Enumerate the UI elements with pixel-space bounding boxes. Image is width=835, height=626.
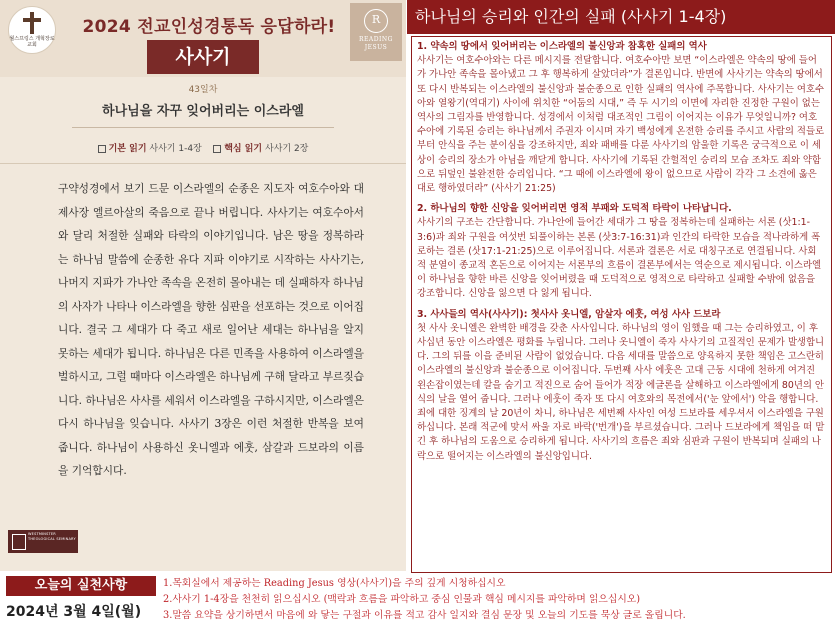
reading-jesus-logo — [350, 3, 402, 61]
practice-item: 3.말씀 요약을 상기하면서 마음에 와 닿는 구절과 이유를 적고 감사 일지와 결심 문장 및 오늘의 기도를 묵상 글로 올립니다. — [163, 610, 686, 621]
church-logo — [8, 6, 56, 54]
day-count: 43일차 — [188, 85, 218, 95]
basic-reading-label: 기본 읽기 — [108, 144, 147, 154]
summary-header: 하나님의 승리와 인간의 실패 (사사기 1-4장) — [407, 0, 835, 34]
practice-item: 2.사사기 1-4장을 천천히 읽으십시오 (맥락과 흐름을 파악하고 중심 인물과 핵심 메시지를 파악하며 읽으십시오) — [163, 594, 641, 605]
practice-title-box — [6, 576, 156, 596]
divider — [72, 127, 334, 128]
seminary-logo — [8, 530, 78, 553]
section-body: 첫 사사 옷니엘은 완벽한 배경을 갖춘 사사입니다. 하나님의 영이 임했을 때 그는 승리하였고, 이 후 사십년 동안 이스라엘은 평화를 누립니다. 그러나 옷니엘이 죽자 사사기의 고질적인 문제가 발생합니다. 그의 뒤를 이을 준비된 사람이 없었습니다. 다음 세대를 말씀으로 양육하지 못한 책임은 고스란히 이스라엘의 불신앙과 불순종으로 이어집니다. 두번째 사사 에훗은 고대 근동 시대에 천하게 여겨진 왼손잡이였는데 칼을 숨기고 적진으로 숨어 들어가 적장 에글론을 살해하고 이스라엘에게 80년의 안식의 날을 열어 줍니다. 그러나 에훗이 죽자 또 다시 여호와의 목전에서('눈 앞에서') 악을 행합니다. 죄에 대한 징계의 날 20년이 차니, 하나님은 세번째 사사인 여성 드보라를 세우셔서 이스라엘을 구원하십니다. 본래 적군에 맞서 싸울 자로 바락('번개')을 부르셨습니다. 그러나 드보라에게 책임을 떠 맡긴 후 하나님의 도움으로 승리하게 됩니다. 사사기의 흐름은 죄와 심판과 구원이 반복되며 실패의 나락으로 떨어지는 이스라엘의 불신앙입니다. — [417, 322, 825, 462]
checkbox-icon — [98, 145, 106, 153]
section-heading: 1. 약속의 땅에서 잊어버리는 이스라엘의 불신앙과 참혹한 실패의 역사 — [417, 41, 707, 52]
practice-title: 오늘의 실천사항 — [34, 578, 128, 593]
section-heading: 2. 하나님의 향한 신앙을 잊어버리면 영적 부패와 도덕적 타락이 나타납니다. — [417, 203, 732, 215]
checkbox-icon — [213, 145, 221, 153]
section-heading: 3. 사사들의 역사(사사기): 첫사사 옷니엘, 암살자 에훗, 여성 사사 드보라 — [417, 308, 721, 320]
basic-reading-value: 사사기 1-4장 — [149, 144, 202, 154]
reading-assignment — [0, 141, 406, 154]
seminary-logo-text: WESTMINSTER THEOLOGICAL SEMINARY — [28, 532, 76, 541]
practice-date: 2024년 3월 4일(월) — [6, 604, 142, 620]
divider — [0, 163, 406, 164]
section-body: 사사기의 구조는 간단합니다. 가나안에 들어간 세대가 그 땅을 정복하는데 실패하는 서론 (삿1:1-3:6)과 죄와 구원을 여섯번 되풀이하는 본론 (삿3:7-16:31)과 인간의 타락한 모습을 적나라하게 폭로하는 결론 (삿17:1-21:25)으로 이루어집니다. 서론과 결론은 서로 대칭구조로 연결됩니다. 사회적 분열이 종교적 혼돈으로 이어지는 서론부의 흐름이 결론부에서는 역순으로 제시됩니다. 이스라엘이 하나님을 향한 바른 신앙을 잊어버렸을 때 도덕적으로 영적으로 타락하고 실패할 수밖에 없음을 강조합니다. 신앙을 잃으면 다 잃게 됩니다. — [417, 217, 822, 300]
summary-panel — [411, 36, 832, 573]
section-body: 사사기는 여호수아와는 다른 메시지를 전달합니다. 여호수아만 보면 “이스라엘은 약속의 땅에 들어가 가나안 족속을 몰아냈고 그 후 행복하게 살았더라”가 결론입니다. 반면에 사사기는 약속의 땅에서 또 다시 반복되는 이스라엘의 불신앙과 불순종으로 인한 실패의 역사에 주목합니다. 사사기는 여호수아와 열왕기(역대기) 사이에 위치한 “어둠의 시대,” 즉 두 시기의 이면에 자리한 진정한 구원이 없는 역사의 그림자를 반영합니다. 성경에서 이처럼 대조적인 그림이 이어지는 이유가 무엇일니까? 여호수아에 기록된 승리는 하나님께서 주권자 이시며 자기 백성에게 온전한 승리를 주시고 사람의 적들로부터 안식을 주는 분이심을 강조하지만, 죄와 패배를 다룬 사사기의 암울한 기록은 궁극적으로 이 세상이 승리의 장소가 아님을 깨닫게 합니다. 사사기에 기록된 간헐적인 승리의 모습 조차도 죄와 약함으로 뒤덮인 불완전한 승리입니다. “그 때에 이스라엘에 왕이 없으므로 사람이 각각 그 소견에 옳은대로 행하였더라” (사사기 21:25) — [417, 55, 825, 195]
summary-sections — [417, 40, 825, 470]
reading-jesus-emblem-icon: R — [364, 9, 388, 33]
summary-text: 구약성경에서 보기 드문 이스라엘의 순종은 지도자 여호수아와 대제사장 엘르아살의 죽음으로 끝나 버립니다. 사사기는 여호수아서와 달리 처절한 실패와 타락의 이야기입니다. 남은 땅을 정복하라는 하나님 말씀에 순종한 유다 지파 이야기로 시작하는 사사기는, 나머지 지파가 가나안 족속을 온전히 몰아내는 데 실패하자 하나님의 사자가 나타나 이스라엘을 향한 심판을 선포하는 것으로 이어집니다. 결국 그 세대가 다 죽고 새로 일어난 세대는 하나님을 알지 못하는 세대가 됩니다. 하나님은 다른 민족을 사용하여 이스라엘을 벌하시고, 그럴 때마다 이스라엘은 하나님께 구해 달라고 부르짖습니다. 하나님은 사사를 세워서 이스라엘을 구하시지만, 이스라엘은 다시 하나님을 잊습니다. 사사기 3장은 이런 처절한 반복을 보여 줍니다. 하나님이 사용하신 옷니엘과 에훗, 삼갈과 드보라의 이름을 기억합시다. — [58, 182, 364, 477]
cross-icon — [23, 12, 41, 34]
practice-list — [163, 576, 833, 624]
reading-jesus-logo-text: READING JESUS — [359, 36, 393, 51]
daily-reading-card — [0, 0, 406, 571]
core-reading-value: 사사기 2장 — [265, 144, 309, 154]
practice-item: 1.목회실에서 제공하는 Reading Jesus 영상(사사기)을 주의 깊게 시청하십시오 — [163, 578, 506, 589]
church-name: 월스프링스 개혁장로교회 — [9, 36, 55, 48]
reading-subtitle: 하나님을 자꾸 잊어버리는 이스라엘 — [102, 104, 304, 119]
book-name-banner: 사사기 — [147, 40, 259, 74]
shield-icon — [12, 534, 26, 550]
card-header — [0, 0, 406, 77]
campaign-title: 2024 전교인성경통독 응답하라! — [82, 17, 336, 37]
core-reading-label: 핵심 읽기 — [224, 144, 263, 154]
